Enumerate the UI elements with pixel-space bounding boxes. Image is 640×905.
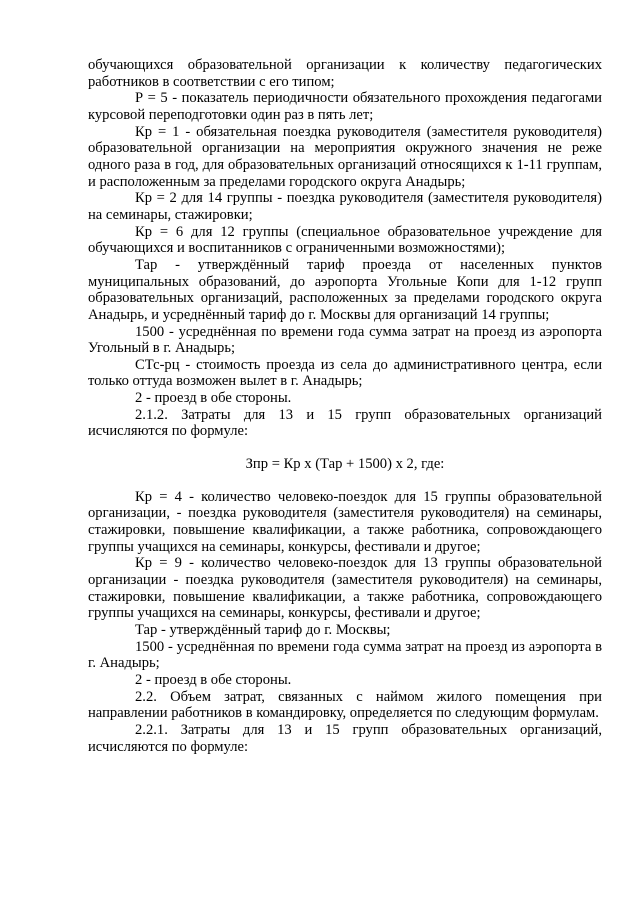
- paragraph-kr9-definition: Кр = 9 - количество человеко-поездок для 13 группы образовательной организации - поездка руководителя (заместителя руководителя) на семинары, стажировки, повышение квалификации, а также работника, сопровождающего группы учащихся на семинары, конкурсы, фестивали и другое;: [88, 555, 602, 622]
- paragraph-kr4-definition: Кр = 4 - количество человеко-поездок для 15 группы образовательной организации, - поездка руководителя (заместителя руководителя) на семинары, стажировки, повышение квалификации, а также работника, сопровождающего группы учащихся на семинары, конкурсы, фестивали и другое;: [88, 488, 602, 555]
- paragraph-kr1-definition: Кр = 1 - обязательная поездка руководителя (заместителя руководителя) образовательной организации на мероприятия окружного значения не реже одного раза в год, для образовательных организаций относящихся к 1-11 группам, и расположенным за пределами городского округа Анадырь;: [88, 123, 602, 190]
- paragraph-tar-moscow: Тар - утверждённый тариф до г. Москвы;: [135, 622, 391, 638]
- paragraph-section-2-2-1: 2.2.1. Затраты для 13 и 15 групп образовательных организаций, исчисляются по формуле:: [88, 721, 602, 755]
- paragraph-stc-definition: СТс-рц - стоимость проезда из села до административного центра, если только оттуда возможен вылет в г. Анадырь;: [88, 356, 602, 390]
- paragraph-1500-definition: 1500 - усреднённая по времени года сумма затрат на проезд из аэропорта Угольный в г. Анадырь;: [88, 323, 602, 357]
- paragraph-kr2-definition: Кр = 2 для 14 группы - поездка руководителя (заместителя руководителя) на семинары, стажировки;: [88, 190, 602, 223]
- paragraph-kr6-definition: Кр = 6 для 12 группы (специальное образовательное учреждение для обучающихся и воспитанников с ограниченными возможностями);: [88, 223, 602, 257]
- paragraph-two-ways: 2 - проезд в обе стороны.: [135, 390, 292, 407]
- paragraph-tar-definition: Тар - утверждённый тариф проезда от населенных пунктов муниципальных образований, до аэропорта Угольные Копи для 1-12 групп образовательных организаций, расположенных за пределами городского округа Анадырь, и усреднённый тариф до г. Москвы для организаций 14 группы;: [88, 256, 602, 323]
- paragraph-1500-airport: 1500 - усреднённая по времени года сумма затрат на проезд из аэропорта в г. Анадырь;: [88, 638, 602, 672]
- paragraph-section-2-1-2: 2.1.2. Затраты для 13 и 15 групп образовательных организаций исчисляются по формуле:: [88, 406, 602, 440]
- formula-zpr: Зпр = Кр х (Тар + 1500) х 2, где:: [245, 456, 445, 473]
- paragraph-p-definition: Р = 5 - показатель периодичности обязательного прохождения педагогами курсовой переподготовки один раз в пять лет;: [88, 90, 602, 123]
- paragraph-section-2-2: 2.2. Объем затрат, связанных с наймом жилого помещения при направлении работников в командировку, определяется по следующим формулам.: [88, 688, 602, 722]
- paragraph-continuation: обучающихся образовательной организации к количеству педагогических работников в соответствии с его типом;: [88, 57, 602, 90]
- document-page: [88, 57, 602, 755]
- paragraph-two-ways-2: 2 - проезд в обе стороны.: [135, 671, 292, 688]
